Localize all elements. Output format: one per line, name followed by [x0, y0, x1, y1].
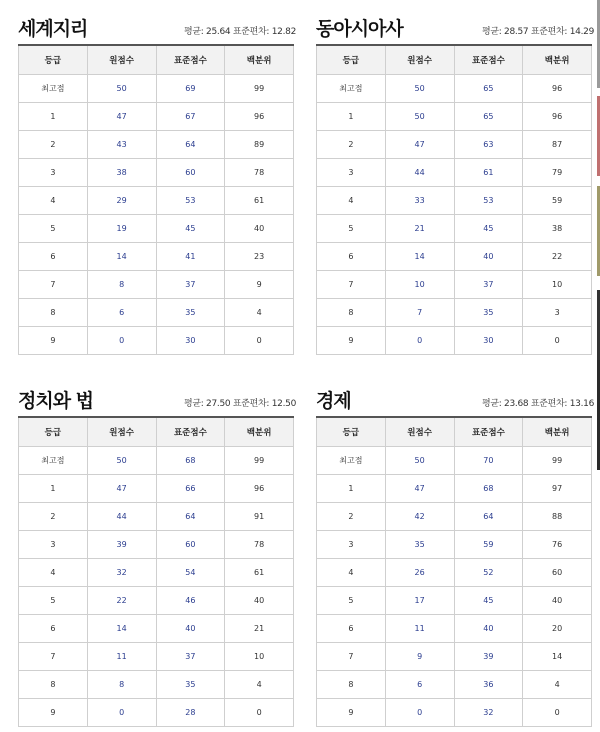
table-row: [19, 671, 294, 699]
standard-score-cell: 64: [156, 503, 225, 531]
grade-cell: 1: [317, 475, 386, 503]
standard-score-cell: 45: [156, 215, 225, 243]
column-header: 표준점수: [156, 417, 225, 447]
grade-cell: 7: [19, 271, 88, 299]
standard-score-cell: 35: [156, 671, 225, 699]
table-row: [19, 699, 294, 727]
raw-score-cell: 14: [385, 243, 454, 271]
raw-score-cell: 6: [87, 299, 156, 327]
raw-score-cell: 50: [87, 447, 156, 475]
grade-cell: 5: [317, 215, 386, 243]
standard-score-cell: 70: [454, 447, 523, 475]
percentile-cell: 89: [225, 131, 294, 159]
standard-score-cell: 68: [156, 447, 225, 475]
percentile-cell: 4: [523, 671, 592, 699]
percentile-cell: 14: [523, 643, 592, 671]
standard-score-cell: 54: [156, 559, 225, 587]
grade-cell: 5: [317, 587, 386, 615]
mean-stddev-stats: 평균: 25.64 표준편차: 12.82: [183, 27, 296, 37]
table-row: [317, 103, 592, 131]
percentile-cell: 40: [225, 587, 294, 615]
percentile-cell: 96: [523, 103, 592, 131]
table-row: [19, 103, 294, 131]
table-header-row: [19, 45, 294, 75]
column-header: 등급: [317, 417, 386, 447]
column-header: 표준점수: [454, 417, 523, 447]
percentile-cell: 97: [523, 475, 592, 503]
standard-score-cell: 35: [156, 299, 225, 327]
raw-score-cell: 44: [87, 503, 156, 531]
table-row: [317, 671, 592, 699]
standard-score-cell: 64: [156, 131, 225, 159]
score-table: [316, 416, 592, 727]
raw-score-cell: 0: [87, 327, 156, 355]
panel-east-asian-history: [316, 0, 592, 355]
raw-score-cell: 33: [385, 187, 454, 215]
standard-score-cell: 40: [156, 615, 225, 643]
grade-cell: 최고점: [317, 447, 386, 475]
grade-cell: 2: [317, 503, 386, 531]
raw-score-cell: 14: [87, 243, 156, 271]
percentile-cell: 38: [523, 215, 592, 243]
percentile-cell: 96: [523, 75, 592, 103]
raw-score-cell: 35: [385, 531, 454, 559]
panel-header: [18, 0, 294, 44]
percentile-cell: 96: [225, 103, 294, 131]
column-header: 원점수: [385, 417, 454, 447]
raw-score-cell: 47: [87, 475, 156, 503]
grade-cell: 7: [317, 271, 386, 299]
subject-title: 경제: [316, 390, 351, 412]
percentile-cell: 4: [225, 299, 294, 327]
panel-header: [18, 372, 294, 416]
percentile-cell: 91: [225, 503, 294, 531]
grade-cell: 6: [317, 243, 386, 271]
percentile-cell: 87: [523, 131, 592, 159]
standard-score-cell: 36: [454, 671, 523, 699]
percentile-cell: 0: [523, 699, 592, 727]
standard-score-cell: 52: [454, 559, 523, 587]
grade-cell: 2: [317, 131, 386, 159]
standard-score-cell: 59: [454, 531, 523, 559]
table-row: [317, 187, 592, 215]
raw-score-cell: 38: [87, 159, 156, 187]
table-row: [317, 299, 592, 327]
percentile-cell: 0: [523, 327, 592, 355]
percentile-cell: 9: [225, 271, 294, 299]
table-row: [19, 503, 294, 531]
grade-cell: 3: [317, 159, 386, 187]
percentile-cell: 23: [225, 243, 294, 271]
subject-title: 동아시아사: [316, 18, 403, 40]
standard-score-cell: 61: [454, 159, 523, 187]
panel-world-geography: [18, 0, 294, 355]
raw-score-cell: 6: [385, 671, 454, 699]
percentile-cell: 61: [225, 559, 294, 587]
column-header: 표준점수: [156, 45, 225, 75]
table-row: [19, 215, 294, 243]
grade-cell: 8: [19, 671, 88, 699]
standard-score-cell: 60: [156, 531, 225, 559]
table-row: [19, 187, 294, 215]
standard-score-cell: 46: [156, 587, 225, 615]
percentile-cell: 59: [523, 187, 592, 215]
standard-score-cell: 64: [454, 503, 523, 531]
standard-score-cell: 30: [156, 327, 225, 355]
raw-score-cell: 10: [385, 271, 454, 299]
raw-score-cell: 43: [87, 131, 156, 159]
percentile-cell: 4: [225, 671, 294, 699]
standard-score-cell: 37: [156, 643, 225, 671]
percentile-cell: 40: [225, 215, 294, 243]
raw-score-cell: 8: [87, 671, 156, 699]
raw-score-cell: 8: [87, 271, 156, 299]
percentile-cell: 99: [225, 75, 294, 103]
mean-stddev-stats: 평균: 27.50 표준편차: 12.50: [183, 399, 296, 409]
table-row: [19, 643, 294, 671]
raw-score-cell: 50: [385, 75, 454, 103]
grade-cell: 5: [19, 215, 88, 243]
grade-cell: 4: [19, 187, 88, 215]
column-header: 백분위: [523, 417, 592, 447]
grade-cell: 9: [19, 699, 88, 727]
column-header: 원점수: [385, 45, 454, 75]
raw-score-cell: 50: [87, 75, 156, 103]
raw-score-cell: 47: [385, 131, 454, 159]
panel-header: [316, 372, 592, 416]
standard-score-cell: 32: [454, 699, 523, 727]
standard-score-cell: 65: [454, 103, 523, 131]
table-row: [317, 615, 592, 643]
percentile-cell: 0: [225, 327, 294, 355]
standard-score-cell: 68: [454, 475, 523, 503]
column-header: 등급: [19, 417, 88, 447]
grade-cell: 6: [19, 243, 88, 271]
raw-score-cell: 44: [385, 159, 454, 187]
table-row: [19, 531, 294, 559]
raw-score-cell: 0: [385, 327, 454, 355]
percentile-cell: 96: [225, 475, 294, 503]
column-header: 백분위: [225, 45, 294, 75]
table-row: [19, 559, 294, 587]
percentile-cell: 78: [225, 531, 294, 559]
table-row: [19, 587, 294, 615]
table-row: [317, 503, 592, 531]
column-header: 원점수: [87, 45, 156, 75]
grade-cell: 최고점: [317, 75, 386, 103]
grade-cell: 8: [19, 299, 88, 327]
table-row: [317, 475, 592, 503]
table-row: [19, 243, 294, 271]
standard-score-cell: 60: [156, 159, 225, 187]
standard-score-cell: 53: [454, 187, 523, 215]
percentile-cell: 22: [523, 243, 592, 271]
grade-cell: 8: [317, 671, 386, 699]
table-row: [19, 475, 294, 503]
percentile-cell: 0: [225, 699, 294, 727]
raw-score-cell: 47: [385, 475, 454, 503]
standard-score-cell: 45: [454, 215, 523, 243]
table-header-row: [317, 417, 592, 447]
score-table: [18, 416, 294, 727]
table-row: [317, 643, 592, 671]
raw-score-cell: 11: [385, 615, 454, 643]
grade-cell: 6: [19, 615, 88, 643]
raw-score-cell: 14: [87, 615, 156, 643]
table-row: [317, 559, 592, 587]
raw-score-cell: 47: [87, 103, 156, 131]
raw-score-cell: 32: [87, 559, 156, 587]
table-row: [19, 159, 294, 187]
raw-score-cell: 50: [385, 447, 454, 475]
standard-score-cell: 45: [454, 587, 523, 615]
table-row: [19, 75, 294, 103]
column-header: 등급: [317, 45, 386, 75]
panel-economics: [316, 372, 592, 727]
standard-score-cell: 39: [454, 643, 523, 671]
table-row: [19, 615, 294, 643]
score-table: [316, 44, 592, 355]
table-row: [317, 131, 592, 159]
standard-score-cell: 35: [454, 299, 523, 327]
table-row: [317, 215, 592, 243]
raw-score-cell: 19: [87, 215, 156, 243]
table-row: [317, 447, 592, 475]
mean-stddev-stats: 평균: 28.57 표준편차: 14.29: [481, 27, 594, 37]
grade-cell: 1: [19, 103, 88, 131]
raw-score-cell: 11: [87, 643, 156, 671]
raw-score-cell: 39: [87, 531, 156, 559]
column-header: 원점수: [87, 417, 156, 447]
grade-cell: 9: [317, 327, 386, 355]
column-header: 백분위: [225, 417, 294, 447]
grade-cell: 3: [19, 531, 88, 559]
table-row: [317, 531, 592, 559]
table-row: [317, 587, 592, 615]
table-row: [317, 243, 592, 271]
standard-score-cell: 40: [454, 243, 523, 271]
panel-header: [316, 0, 592, 44]
table-row: [317, 327, 592, 355]
raw-score-cell: 0: [87, 699, 156, 727]
standard-score-cell: 40: [454, 615, 523, 643]
grade-cell: 최고점: [19, 75, 88, 103]
standard-score-cell: 30: [454, 327, 523, 355]
raw-score-cell: 21: [385, 215, 454, 243]
table-row: [19, 299, 294, 327]
percentile-cell: 10: [523, 271, 592, 299]
grade-cell: 3: [19, 159, 88, 187]
grade-cell: 4: [317, 187, 386, 215]
standard-score-cell: 69: [156, 75, 225, 103]
grade-cell: 2: [19, 503, 88, 531]
subject-title: 정치와 법: [18, 390, 94, 412]
grade-cell: 3: [317, 531, 386, 559]
grade-cell: 4: [19, 559, 88, 587]
percentile-cell: 99: [523, 447, 592, 475]
percentile-cell: 88: [523, 503, 592, 531]
raw-score-cell: 17: [385, 587, 454, 615]
grade-cell: 1: [317, 103, 386, 131]
percentile-cell: 21: [225, 615, 294, 643]
raw-score-cell: 26: [385, 559, 454, 587]
table-row: [317, 75, 592, 103]
table-row: [317, 699, 592, 727]
grade-cell: 8: [317, 299, 386, 327]
percentile-cell: 60: [523, 559, 592, 587]
table-row: [317, 271, 592, 299]
standard-score-cell: 67: [156, 103, 225, 131]
standard-score-cell: 41: [156, 243, 225, 271]
raw-score-cell: 22: [87, 587, 156, 615]
table-row: [19, 327, 294, 355]
percentile-cell: 99: [225, 447, 294, 475]
table-header-row: [19, 417, 294, 447]
grade-cell: 6: [317, 615, 386, 643]
mean-stddev-stats: 평균: 23.68 표준편차: 13.16: [481, 399, 594, 409]
raw-score-cell: 7: [385, 299, 454, 327]
standard-score-cell: 53: [156, 187, 225, 215]
column-header: 백분위: [523, 45, 592, 75]
percentile-cell: 20: [523, 615, 592, 643]
grade-cell: 최고점: [19, 447, 88, 475]
grade-cell: 7: [317, 643, 386, 671]
table-row: [19, 131, 294, 159]
grade-cell: 9: [317, 699, 386, 727]
raw-score-cell: 50: [385, 103, 454, 131]
percentile-cell: 10: [225, 643, 294, 671]
raw-score-cell: 42: [385, 503, 454, 531]
raw-score-cell: 0: [385, 699, 454, 727]
subject-title: 세계지리: [18, 18, 88, 40]
standard-score-cell: 37: [454, 271, 523, 299]
grade-cell: 5: [19, 587, 88, 615]
panel-politics-and-law: [18, 372, 294, 727]
standard-score-cell: 65: [454, 75, 523, 103]
grade-cell: 4: [317, 559, 386, 587]
raw-score-cell: 9: [385, 643, 454, 671]
grade-cell: 1: [19, 475, 88, 503]
standard-score-cell: 28: [156, 699, 225, 727]
percentile-cell: 61: [225, 187, 294, 215]
table-row: [19, 271, 294, 299]
column-header: 등급: [19, 45, 88, 75]
table-header-row: [317, 45, 592, 75]
percentile-cell: 78: [225, 159, 294, 187]
table-row: [317, 159, 592, 187]
grade-cell: 9: [19, 327, 88, 355]
grade-cell: 7: [19, 643, 88, 671]
raw-score-cell: 29: [87, 187, 156, 215]
percentile-cell: 3: [523, 299, 592, 327]
standard-score-cell: 37: [156, 271, 225, 299]
grade-cell: 2: [19, 131, 88, 159]
standard-score-cell: 66: [156, 475, 225, 503]
percentile-cell: 79: [523, 159, 592, 187]
score-table: [18, 44, 294, 355]
table-row: [19, 447, 294, 475]
percentile-cell: 76: [523, 531, 592, 559]
column-header: 표준점수: [454, 45, 523, 75]
standard-score-cell: 63: [454, 131, 523, 159]
percentile-cell: 40: [523, 587, 592, 615]
